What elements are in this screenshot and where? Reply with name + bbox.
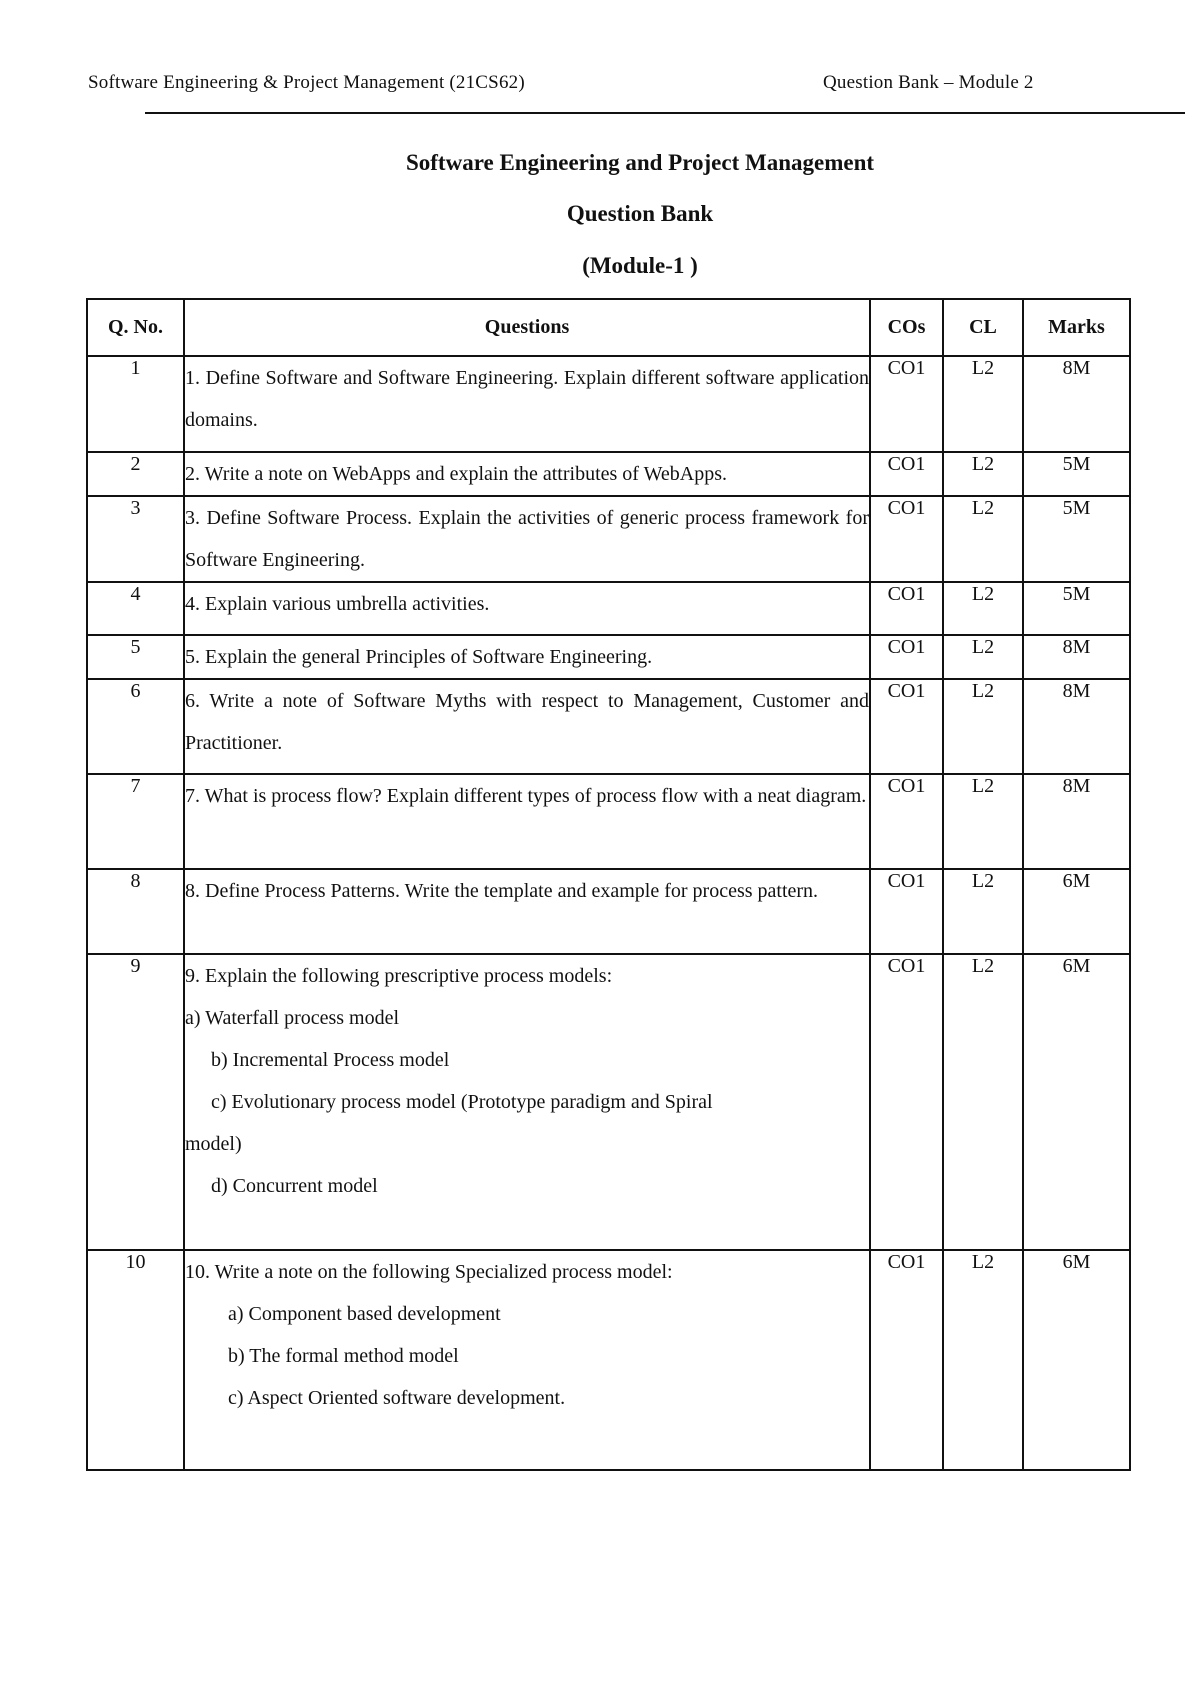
course-outcome: CO1 — [870, 496, 943, 582]
question-text: 6. Write a note of Software Myths with respect to Management, Customer and Practitioner. — [184, 679, 870, 774]
cognitive-level: L2 — [943, 1250, 1023, 1470]
question-text: 7. What is process flow? Explain different types of process flow with a neat diagram. — [184, 774, 870, 869]
document-title: Software Engineering and Project Management — [405, 150, 875, 175]
cognitive-level: L2 — [943, 582, 1023, 635]
question-text: 4. Explain various umbrella activities. — [184, 582, 870, 635]
question-number: 7 — [87, 774, 184, 869]
marks: 5M — [1023, 452, 1130, 496]
question-line: 10. Write a note on the following Specialized process model: — [185, 1261, 673, 1283]
header-questions: Questions — [184, 299, 870, 356]
course-outcome: CO1 — [870, 1250, 943, 1470]
question-number: 8 — [87, 869, 184, 954]
table-row — [87, 452, 1130, 496]
marks: 5M — [1023, 582, 1130, 635]
marks: 5M — [1023, 496, 1130, 582]
header-qno: Q. No. — [87, 299, 184, 356]
sub-item: b) Incremental Process model — [211, 1049, 450, 1071]
question-number: 1 — [87, 356, 184, 452]
sub-item: c) Evolutionary process model (Prototype paradigm and Spiral — [211, 1091, 713, 1113]
sub-item: c) Aspect Oriented software development. — [228, 1387, 566, 1409]
cognitive-level: L2 — [943, 679, 1023, 774]
course-outcome: CO1 — [870, 869, 943, 954]
question-text — [184, 954, 870, 1250]
sub-item: a) Component based development — [228, 1303, 501, 1325]
marks: 6M — [1023, 869, 1130, 954]
sub-item: d) Concurrent model — [211, 1175, 378, 1197]
table-row — [87, 356, 1130, 452]
table-row — [87, 635, 1130, 679]
question-text: 2. Write a note on WebApps and explain the attributes of WebApps. — [184, 452, 870, 496]
marks: 6M — [1023, 954, 1130, 1250]
cognitive-level: L2 — [943, 496, 1023, 582]
course-outcome: CO1 — [870, 635, 943, 679]
table-row — [87, 496, 1130, 582]
question-text: 3. Define Software Process. Explain the activities of generic process framework for Software Engineering. — [184, 496, 870, 582]
cognitive-level: L2 — [943, 954, 1023, 1250]
course-outcome: CO1 — [870, 679, 943, 774]
course-outcome: CO1 — [870, 774, 943, 869]
marks: 8M — [1023, 356, 1130, 452]
header-marks: Marks — [1023, 299, 1130, 356]
table-row — [87, 1250, 1130, 1470]
question-number: 9 — [87, 954, 184, 1250]
marks: 8M — [1023, 774, 1130, 869]
header-cl: CL — [943, 299, 1023, 356]
question-text — [184, 1250, 870, 1470]
cognitive-level: L2 — [943, 635, 1023, 679]
question-table — [86, 298, 1131, 1471]
question-number: 3 — [87, 496, 184, 582]
question-number: 4 — [87, 582, 184, 635]
running-header — [88, 72, 1088, 102]
header-course-title: Software Engineering & Project Management (21CS62) — [88, 72, 525, 93]
cognitive-level: L2 — [943, 356, 1023, 452]
header-cos: COs — [870, 299, 943, 356]
cognitive-level: L2 — [943, 452, 1023, 496]
question-line: 9. Explain the following prescriptive process models: — [185, 965, 613, 987]
table-row — [87, 869, 1130, 954]
sub-item-continuation: model) — [185, 1133, 242, 1155]
header-rule — [145, 112, 1185, 114]
document-subtitle: Question Bank — [566, 201, 714, 226]
course-outcome: CO1 — [870, 954, 943, 1250]
table-row — [87, 679, 1130, 774]
question-number: 10 — [87, 1250, 184, 1470]
table-row — [87, 582, 1130, 635]
table-header-row — [87, 299, 1130, 356]
question-text: 1. Define Software and Software Engineering. Explain different software application domains. — [184, 356, 870, 452]
question-text: 5. Explain the general Principles of Software Engineering. — [184, 635, 870, 679]
question-number: 2 — [87, 452, 184, 496]
module-label: (Module-1 ) — [582, 253, 698, 278]
question-number: 6 — [87, 679, 184, 774]
header-module-label: Question Bank – Module 2 — [823, 72, 1034, 93]
cognitive-level: L2 — [943, 774, 1023, 869]
marks: 8M — [1023, 635, 1130, 679]
cognitive-level: L2 — [943, 869, 1023, 954]
marks: 8M — [1023, 679, 1130, 774]
course-outcome: CO1 — [870, 582, 943, 635]
marks: 6M — [1023, 1250, 1130, 1470]
table-row — [87, 954, 1130, 1250]
course-outcome: CO1 — [870, 452, 943, 496]
course-outcome: CO1 — [870, 356, 943, 452]
question-number: 5 — [87, 635, 184, 679]
question-text: 8. Define Process Patterns. Write the template and example for process pattern. — [184, 869, 870, 954]
table-row — [87, 774, 1130, 869]
sub-item: b) The formal method model — [228, 1345, 459, 1367]
sub-item: a) Waterfall process model — [185, 1007, 400, 1029]
